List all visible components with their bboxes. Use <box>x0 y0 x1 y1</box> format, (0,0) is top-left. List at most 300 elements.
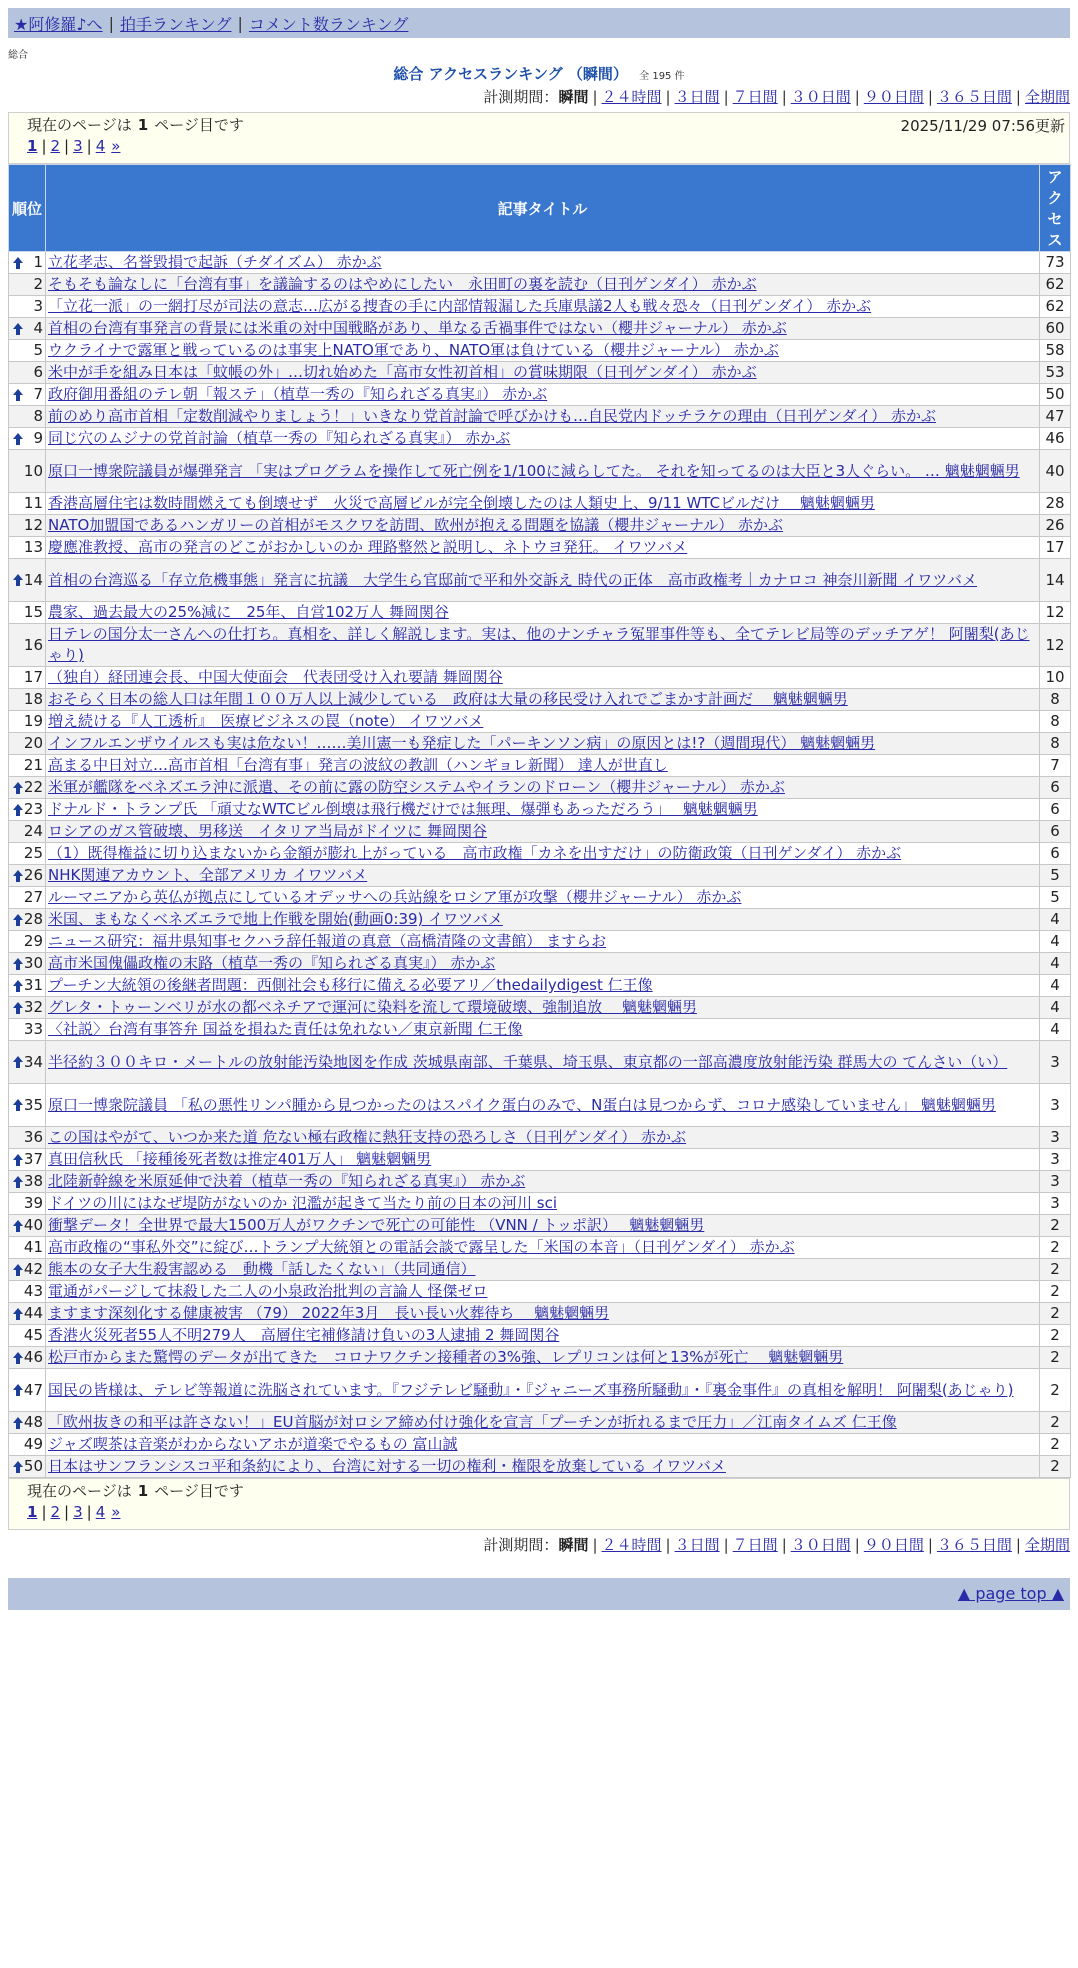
up-arrow-icon <box>13 804 23 816</box>
up-arrow-icon <box>13 1352 23 1364</box>
current-page-number: 1 <box>137 1482 149 1500</box>
period-option-link[interactable]: ９０日間 <box>863 1536 924 1554</box>
rank-cell <box>9 1412 46 1434</box>
period-separator: | <box>854 1536 860 1554</box>
up-arrow-icon <box>13 1154 23 1166</box>
rank-cell <box>9 624 46 667</box>
article-title-link[interactable]: 原口一博衆院議員 「私の悪性リンパ腫から見つかったのはスパイク蛋白のみで、N蛋白は見つからず、コロナ感染していません」 魑魅魍魎男 <box>48 1095 996 1114</box>
table-row <box>9 1171 1071 1193</box>
access-count: 6 <box>1040 843 1071 865</box>
rank-number: 28 <box>23 910 43 928</box>
table-row <box>9 799 1071 821</box>
article-title-link[interactable]: 高まる中日対立…高市首相「台湾有事」発言の波紋の教訓（ハンギョレ新聞） 達人が世直し <box>48 756 668 774</box>
article-title-link[interactable]: 半径約３００キロ・メートルの放射能汚染地図を作成 茨城県南部、千葉県、埼玉県、東京都の一部高濃度放射能汚染 群馬大の てんさい（い） <box>48 1052 1008 1071</box>
article-title-link[interactable]: 米中が手を組み日本は「蚊帳の外」…切れ始めた「高市女性初首相」の賞味期限（日刊ゲンダイ） 赤かぶ <box>48 363 757 381</box>
article-title-link[interactable]: ウクライナで露軍と戦っているのは事実上NATO軍であり、NATO軍は負けている（櫻井ジャーナル） 赤かぶ <box>48 341 779 359</box>
title-cell <box>46 1041 1040 1084</box>
access-count: 3 <box>1040 1149 1071 1171</box>
rank-cell <box>9 537 46 559</box>
period-option-link[interactable]: ３０日間 <box>790 1536 851 1554</box>
article-title-link[interactable]: 同じ穴のムジナの党首討論（植草一秀の『知られざる真実』） 赤かぶ <box>48 429 511 447</box>
up-arrow-icon <box>13 1056 23 1068</box>
access-count: 2 <box>1040 1347 1071 1369</box>
rank-cell <box>9 821 46 843</box>
access-count: 3 <box>1040 1041 1071 1084</box>
article-title-link[interactable]: 日本はサンフランシスコ平和条約により、台湾に対する一切の権利・権限を放棄している イワツバメ <box>48 1457 726 1475</box>
title-cell <box>46 777 1040 799</box>
table-row <box>9 340 1071 362</box>
page-link[interactable]: 4 <box>95 137 106 155</box>
access-count: 8 <box>1040 733 1071 755</box>
up-arrow-icon <box>13 980 23 992</box>
table-row <box>9 909 1071 931</box>
rank-number: 15 <box>23 603 43 621</box>
article-title-link[interactable]: 日テレの国分太一さんへの仕打ち。真相を、詳しく解説します。実は、他のナンチャラ冤罪事件等も、全てテレビ局等のデッチアゲ！ 阿闍梨(あじゃり) <box>48 625 1030 664</box>
title-cell <box>46 1303 1040 1325</box>
table-row <box>9 689 1071 711</box>
rank-cell <box>9 667 46 689</box>
access-count: 17 <box>1040 537 1071 559</box>
up-arrow-icon <box>13 1264 23 1276</box>
article-title-link[interactable]: 増え続ける『人工透析』 医療ビジネスの罠（note） イワツバメ <box>48 712 484 730</box>
period-option-link[interactable]: ３６５日間 <box>936 88 1012 106</box>
article-title-link[interactable]: 香港火災死者55人不明279人 高層住宅補修請け負いの3人逮捕 2 舞岡関谷 <box>48 1326 560 1344</box>
up-arrow-icon <box>13 257 23 269</box>
table-row <box>9 711 1071 733</box>
page-link[interactable]: 2 <box>50 1503 61 1521</box>
access-count: 47 <box>1040 406 1071 428</box>
article-title-link[interactable]: 高市政権の“事私外交”に綻び…トランプ大統領との電話会談で露呈した「米国の本音」（日刊ゲンダイ） 赤かぶ <box>48 1238 795 1256</box>
rank-number: 47 <box>23 1380 43 1399</box>
title-cell <box>46 1149 1040 1171</box>
rank-cell <box>9 1041 46 1084</box>
article-title-link[interactable]: 香港高層住宅は数時間燃えても倒壊せず 火災で高層ビルが完全倒壊したのは人類史上、9/11 WTCビルだけ 魑魅魍魎男 <box>48 494 875 512</box>
period-separator: | <box>665 88 671 106</box>
article-title-link[interactable]: NHK関連アカウント、全部アメリカ イワツバメ <box>48 866 368 884</box>
next-page-link[interactable]: » <box>111 1503 121 1521</box>
access-count: 12 <box>1040 624 1071 667</box>
page-separator: | <box>41 1503 47 1521</box>
rank-number: 26 <box>23 866 43 884</box>
rank-number: 40 <box>23 1216 43 1234</box>
access-count: 26 <box>1040 515 1071 537</box>
access-count: 5 <box>1040 887 1071 909</box>
period-option-link[interactable]: ９０日間 <box>863 88 924 106</box>
article-title-link[interactable]: 米国、まもなくベネズエラで地上作戦を開始(動画0:39) イワツバメ <box>48 910 503 928</box>
rank-number: 14 <box>23 570 43 589</box>
title-cell <box>46 799 1040 821</box>
access-count: 3 <box>1040 1171 1071 1193</box>
rank-cell <box>9 1303 46 1325</box>
rank-cell <box>9 1434 46 1456</box>
period-option-link[interactable]: ３０日間 <box>790 88 851 106</box>
article-title-link[interactable]: ますます深刻化する健康被害 （79） 2022年3月 長い長い火葬待ち 魑魅魍魎男 <box>48 1304 610 1322</box>
article-title-link[interactable]: おそらく日本の総人口は年間１００万人以上減少している 政府は大量の移民受け入れでごまかす計画だ 魑魅魍魎男 <box>48 690 848 708</box>
rank-number: 37 <box>23 1150 43 1168</box>
period-option-link[interactable]: ７日間 <box>732 1536 778 1554</box>
rank-cell <box>9 777 46 799</box>
access-count: 12 <box>1040 602 1071 624</box>
access-count: 4 <box>1040 909 1071 931</box>
table-row <box>9 384 1071 406</box>
current-page-suffix: ページ目です <box>154 116 244 134</box>
access-count: 2 <box>1040 1325 1071 1347</box>
rank-number: 43 <box>23 1282 43 1300</box>
rank-cell <box>9 909 46 931</box>
table-row <box>9 1237 1071 1259</box>
title-cell <box>46 843 1040 865</box>
rank-number: 34 <box>23 1052 43 1071</box>
article-title-link[interactable]: 電通がパージして抹殺した二人の小泉政治批判の言論人 怪傑ゼロ <box>48 1282 488 1300</box>
table-row <box>9 296 1071 318</box>
article-title-link[interactable]: 「欧州抜きの和平は許さない！」EU首脳が対ロシア締め付け強化を宣言「プーチンが折れるまで圧力」／江南タイムズ 仁王像 <box>48 1413 897 1431</box>
up-arrow-icon <box>13 782 23 794</box>
rank-cell <box>9 274 46 296</box>
rank-cell <box>9 1456 46 1478</box>
rank-number: 50 <box>23 1457 43 1475</box>
title-cell <box>46 667 1040 689</box>
title-cell <box>46 362 1040 384</box>
article-title-link[interactable]: 国民の皆様は、テレビ等報道に洗脳されています。『フジテレビ騒動』・『ジャニーズ事務所騒動』・『裏金事件』の真相を解明！ 阿闍梨(あじゃり) <box>48 1380 1014 1399</box>
access-count: 2 <box>1040 1303 1071 1325</box>
table-row <box>9 1127 1071 1149</box>
pagination <box>27 1503 1069 1521</box>
title-cell <box>46 1171 1040 1193</box>
period-option-link[interactable]: ２４時間 <box>601 88 662 106</box>
rank-number: 3 <box>33 297 43 315</box>
title-cell <box>46 1369 1040 1412</box>
rank-cell <box>9 953 46 975</box>
rank-number: 24 <box>23 822 43 840</box>
rank-number: 23 <box>23 800 43 818</box>
title-cell <box>46 975 1040 997</box>
table-row <box>9 1041 1071 1084</box>
access-count: 6 <box>1040 777 1071 799</box>
page-top-link[interactable]: ▲ page top ▲ <box>957 1584 1064 1603</box>
article-title-link[interactable]: ニュース研究：福井県知事セクハラ辞任報道の真意（高橋清隆の文書館） ますらお <box>48 932 607 950</box>
rank-cell <box>9 799 46 821</box>
period-option-link[interactable]: ３６５日間 <box>936 1536 1012 1554</box>
title-cell <box>46 909 1040 931</box>
updated-timestamp: 2025/11/29 07:56更新 <box>900 117 1065 135</box>
access-count: 2 <box>1040 1412 1071 1434</box>
up-arrow-icon <box>13 1384 23 1396</box>
title-cell <box>46 1019 1040 1041</box>
nav-separator: | <box>237 13 243 33</box>
table-header-row <box>9 165 1071 252</box>
access-count: 2 <box>1040 1259 1071 1281</box>
table-row <box>9 602 1071 624</box>
table-row <box>9 559 1071 602</box>
article-title-link[interactable]: 立花孝志、名誉毀損で起訴（チダイズム） 赤かぶ <box>48 253 382 271</box>
title-cell <box>46 450 1040 493</box>
access-count: 5 <box>1040 865 1071 887</box>
article-title-link[interactable]: NATO加盟国であるハンガリーの首相がモスクワを訪問、欧州が抱える問題を協議（櫻井ジャーナル） 赤かぶ <box>48 516 784 534</box>
table-row <box>9 733 1071 755</box>
rank-cell <box>9 1019 46 1041</box>
table-row <box>9 274 1071 296</box>
article-title-link[interactable]: 北陸新幹線を米原延伸で決着（植草一秀の『知られざる真実』） 赤かぶ <box>48 1172 526 1190</box>
up-arrow-icon <box>13 389 23 401</box>
rank-number: 32 <box>23 998 43 1016</box>
rank-cell <box>9 1149 46 1171</box>
page-title <box>0 63 1078 84</box>
title-cell <box>46 1127 1040 1149</box>
table-row <box>9 865 1071 887</box>
category-label: 総合 <box>8 50 28 61</box>
page-link[interactable]: 4 <box>95 1503 106 1521</box>
up-arrow-icon <box>13 1220 23 1232</box>
access-count: 8 <box>1040 711 1071 733</box>
article-title-link[interactable]: 首相の台湾有事発言の背景には米重の対中国戦略があり、単なる舌禍事件ではない（櫻井ジャーナル） 赤かぶ <box>48 319 787 337</box>
table-row <box>9 975 1071 997</box>
article-title-link[interactable]: ドナルド・トランプ氏 「頑丈なWTCビル倒壊は飛行機だけでは無理、爆弾もあっただろう」 魑魅魍魎男 <box>48 800 758 818</box>
title-cell <box>46 624 1040 667</box>
rank-cell <box>9 1369 46 1412</box>
access-count: 3 <box>1040 1084 1071 1127</box>
table-row <box>9 1369 1071 1412</box>
title-cell <box>46 887 1040 909</box>
rank-cell <box>9 975 46 997</box>
table-row <box>9 1347 1071 1369</box>
rank-number: 49 <box>23 1435 43 1453</box>
table-row <box>9 428 1071 450</box>
access-count: 8 <box>1040 689 1071 711</box>
up-arrow-icon <box>13 1308 23 1320</box>
rank-cell <box>9 1259 46 1281</box>
up-arrow-icon <box>13 958 23 970</box>
rank-number: 35 <box>23 1095 43 1114</box>
rank-number: 19 <box>23 712 43 730</box>
title-cell <box>46 274 1040 296</box>
next-page-link[interactable]: » <box>111 137 121 155</box>
rank-cell <box>9 1325 46 1347</box>
up-arrow-icon <box>13 323 23 335</box>
page-link[interactable]: 3 <box>73 1503 83 1521</box>
access-count: 4 <box>1040 975 1071 997</box>
period-option-link[interactable]: ２４時間 <box>601 1536 662 1554</box>
page-separator: | <box>64 137 70 155</box>
title-cell <box>46 384 1040 406</box>
title-cell <box>46 755 1040 777</box>
period-selector-bottom <box>8 1534 1070 1556</box>
article-title-link[interactable]: 農家、過去最大の25%減に 25年、自営102万人 舞岡関谷 <box>48 603 449 621</box>
rank-number: 12 <box>23 516 43 534</box>
title-cell <box>46 1434 1040 1456</box>
rank-number: 5 <box>33 341 43 359</box>
access-count: 58 <box>1040 340 1071 362</box>
article-title-link[interactable]: 松戸市からまた驚愕のデータが出てきた コロナワクチン接種者の3%強、レプリコンは何と13%が死亡 魑魅魍魎男 <box>48 1348 844 1366</box>
ranking-title: 総合 アクセスランキング （瞬間） <box>393 65 628 83</box>
access-count: 4 <box>1040 931 1071 953</box>
ranking-count: 全 195 件 <box>639 71 685 82</box>
rank-cell <box>9 1193 46 1215</box>
access-count: 62 <box>1040 274 1071 296</box>
article-title-link[interactable]: 政府御用番組のテレ朝「報ステ」（植草一秀の『知られざる真実』） 赤かぶ <box>48 385 548 403</box>
pager-top <box>8 112 1070 164</box>
title-cell <box>46 1084 1040 1127</box>
current-page-prefix: 現在のページは <box>27 1482 132 1500</box>
rank-cell <box>9 384 46 406</box>
rank-number: 1 <box>33 253 43 271</box>
rank-number: 20 <box>23 734 43 752</box>
current-page-notice <box>27 1481 1069 1501</box>
period-separator: | <box>927 1536 933 1554</box>
page-separator: | <box>86 137 92 155</box>
comment-ranking-link[interactable]: コメント数ランキング <box>248 14 409 34</box>
article-title-link[interactable]: ジャズ喫茶は音楽がわからないアホが道楽でやるもの 富山誠 <box>48 1435 458 1453</box>
article-title-link[interactable]: 〈社説〉台湾有事答弁 国益を損ねた責任は免れない／東京新聞 仁王像 <box>48 1020 523 1038</box>
rank-number: 33 <box>23 1020 43 1038</box>
rank-number: 30 <box>23 954 43 972</box>
period-option-link[interactable]: ３日間 <box>674 1536 720 1554</box>
page-separator: | <box>64 1503 70 1521</box>
title-cell <box>46 515 1040 537</box>
access-count: 7 <box>1040 755 1071 777</box>
rank-cell <box>9 1215 46 1237</box>
rank-cell <box>9 1237 46 1259</box>
article-title-link[interactable]: インフルエンザウイルスも実は危ない！……美川憲一も発症した「パーキンソン病」の原因とは!?（週間現代） 魑魅魍魎男 <box>48 734 876 752</box>
top-nav-bar <box>8 8 1070 38</box>
rank-number: 2 <box>33 275 43 293</box>
title-cell <box>46 602 1040 624</box>
article-title-link[interactable]: ロシアのガス管破壊、男移送 イタリア当局がドイツに 舞岡関谷 <box>48 822 488 840</box>
period-separator: | <box>781 88 787 106</box>
rank-cell <box>9 997 46 1019</box>
access-count: 40 <box>1040 450 1071 493</box>
article-title-link[interactable]: 「立花一派」の一網打尽が司法の意志…広がる捜査の手に内部情報漏した兵庫県議2人も戦々恐々（日刊ゲンダイ） 赤かぶ <box>48 297 872 315</box>
access-count: 2 <box>1040 1369 1071 1412</box>
rank-cell <box>9 1171 46 1193</box>
article-title-link[interactable]: 熊本の女子大生殺害認める 動機「話したくない」（共同通信） <box>48 1260 476 1278</box>
rank-number: 48 <box>23 1413 43 1431</box>
article-title-link[interactable]: 米軍が艦隊をベネズエラ沖に派遣、その前に露の防空システムやイランのドローン（櫻井ジャーナル） 赤かぶ <box>48 778 785 796</box>
period-current: 瞬間 <box>558 1536 589 1554</box>
footer-bar <box>8 1578 1070 1610</box>
rank-cell <box>9 1084 46 1127</box>
table-row <box>9 318 1071 340</box>
up-arrow-icon <box>13 1417 23 1429</box>
article-title-link[interactable]: 原口一博衆院議員が爆弾発言 「実はプログラムを操作して死亡例を1/100に減らしてた。 それを知ってるのは大臣と3人ぐらい。 … 魑魅魍魎男 <box>48 461 1020 480</box>
article-title-link[interactable]: 高市米国傀儡政権の末路（植草一秀の『知られざる真実』） 赤かぶ <box>48 954 496 972</box>
article-title-link[interactable]: （1）既得権益に切り込まないから金額が膨れ上がっている 高市政権「カネを出すだけ」の防衛政策（日刊ゲンダイ） 赤かぶ <box>48 844 902 862</box>
table-row <box>9 1084 1071 1127</box>
article-title-link[interactable]: プーチン大統領の後継者問題：西側社会も移行に備える必要アリ／thedailydigest 仁王像 <box>48 976 653 994</box>
home-link[interactable]: ★阿修羅♪へ <box>14 14 103 34</box>
table-row <box>9 493 1071 515</box>
rank-number: 45 <box>23 1326 43 1344</box>
current-page-suffix: ページ目です <box>154 1482 244 1500</box>
table-row <box>9 1434 1071 1456</box>
rank-number: 27 <box>23 888 43 906</box>
table-row <box>9 515 1071 537</box>
access-count: 4 <box>1040 997 1071 1019</box>
page-link[interactable]: 3 <box>73 137 83 155</box>
rank-number: 42 <box>23 1260 43 1278</box>
title-cell <box>46 559 1040 602</box>
table-row <box>9 252 1071 274</box>
article-title-link[interactable]: 前のめり高市首相「定数削減やりましょう！」いきなり党首討論で呼びかけも…自民党内ドッチラケの理由（日刊ゲンダイ） 赤かぶ <box>48 407 936 425</box>
title-cell <box>46 1215 1040 1237</box>
col-title-header: 記事タイトル <box>46 165 1040 252</box>
period-separator: | <box>1015 1536 1021 1554</box>
rank-cell <box>9 515 46 537</box>
page-link-current[interactable]: 1 <box>27 1503 38 1521</box>
title-cell <box>46 252 1040 274</box>
table-row <box>9 755 1071 777</box>
table-row <box>9 450 1071 493</box>
title-cell <box>46 340 1040 362</box>
period-option-link[interactable]: ７日間 <box>732 88 778 106</box>
period-separator: | <box>781 1536 787 1554</box>
period-separator: | <box>927 88 933 106</box>
table-row <box>9 362 1071 384</box>
table-row <box>9 1019 1071 1041</box>
article-title-link[interactable]: 真田信秋氏 「接種後死者数は推定401万人」 魑魅魍魎男 <box>48 1150 432 1168</box>
page-link[interactable]: 2 <box>50 137 61 155</box>
table-row <box>9 1325 1071 1347</box>
ranking-table <box>8 164 1071 1478</box>
article-title-link[interactable]: ドイツの川にはなぜ堤防がないのか 氾濫が起きて当たり前の日本の河川 sci <box>48 1194 558 1212</box>
article-title-link[interactable]: そもそも論なしに「台湾有事」を議論するのはやめにしたい 永田町の裏を読む（日刊ゲンダイ） 赤かぶ <box>48 275 757 293</box>
title-cell <box>46 318 1040 340</box>
access-count: 46 <box>1040 428 1071 450</box>
title-cell <box>46 997 1040 1019</box>
title-cell <box>46 1456 1040 1478</box>
table-row <box>9 537 1071 559</box>
period-option-link[interactable]: 全期間 <box>1024 1536 1070 1554</box>
access-count: 14 <box>1040 559 1071 602</box>
access-count: 2 <box>1040 1237 1071 1259</box>
rank-number: 16 <box>23 635 43 654</box>
article-title-link[interactable]: 慶應准教授、高市の発言のどこがおかしいのか 理路整然と説明し、ネトウヨ発狂。 イワツバメ <box>48 538 688 556</box>
rank-cell <box>9 1347 46 1369</box>
article-title-link[interactable]: ルーマニアから英仏が拠点にしているオデッサへの兵站線をロシア軍が攻撃（櫻井ジャーナル） 赤かぶ <box>48 888 742 906</box>
clap-ranking-link[interactable]: 拍手ランキング <box>119 14 232 34</box>
title-cell <box>46 428 1040 450</box>
period-current: 瞬間 <box>558 88 589 106</box>
rank-cell <box>9 296 46 318</box>
table-row <box>9 1456 1071 1478</box>
article-title-link[interactable]: 首相の台湾巡る「存立危機事態」発言に抗議 大学生ら官邸前で平和外交訴え 時代の正体 高市政権考｜カナロコ 神奈川新聞 イワツバメ <box>48 570 978 589</box>
article-title-link[interactable]: グレタ・トゥーンベリが水の都ベネチアで運河に染料を流して環境破壊、強制追放 魑魅魍魎男 <box>48 998 697 1016</box>
rank-cell <box>9 450 46 493</box>
access-count: 53 <box>1040 362 1071 384</box>
page-link-current[interactable]: 1 <box>27 137 38 155</box>
title-cell <box>46 711 1040 733</box>
article-title-link[interactable]: 衝撃データ！全世界で最大1500万人がワクチンで死亡の可能性 （VNN / トッポ訳） 魑魅魍魎男 <box>48 1216 705 1234</box>
rank-number: 7 <box>33 385 43 403</box>
col-access-header: アクセス <box>1040 165 1071 252</box>
access-count: 62 <box>1040 296 1071 318</box>
rank-number: 44 <box>23 1304 43 1322</box>
up-arrow-icon <box>13 1002 23 1014</box>
access-count: 3 <box>1040 1193 1071 1215</box>
rank-cell <box>9 362 46 384</box>
access-count: 6 <box>1040 799 1071 821</box>
table-row <box>9 667 1071 689</box>
period-option-link[interactable]: 全期間 <box>1024 88 1070 106</box>
rank-cell <box>9 755 46 777</box>
access-count: 2 <box>1040 1281 1071 1303</box>
period-option-link[interactable]: ３日間 <box>674 88 720 106</box>
article-title-link[interactable]: この国はやがて、いつか来た道 危ない極右政権に熱狂支持の恐ろしさ（日刊ゲンダイ） 赤かぶ <box>48 1128 687 1146</box>
rank-number: 25 <box>23 844 43 862</box>
article-title-link[interactable]: （独自）経団連会長、中国大使面会 代表団受け入れ要請 舞岡関谷 <box>48 668 503 686</box>
period-separator: | <box>1015 88 1021 106</box>
rank-number: 29 <box>23 932 43 950</box>
access-count: 3 <box>1040 1127 1071 1149</box>
